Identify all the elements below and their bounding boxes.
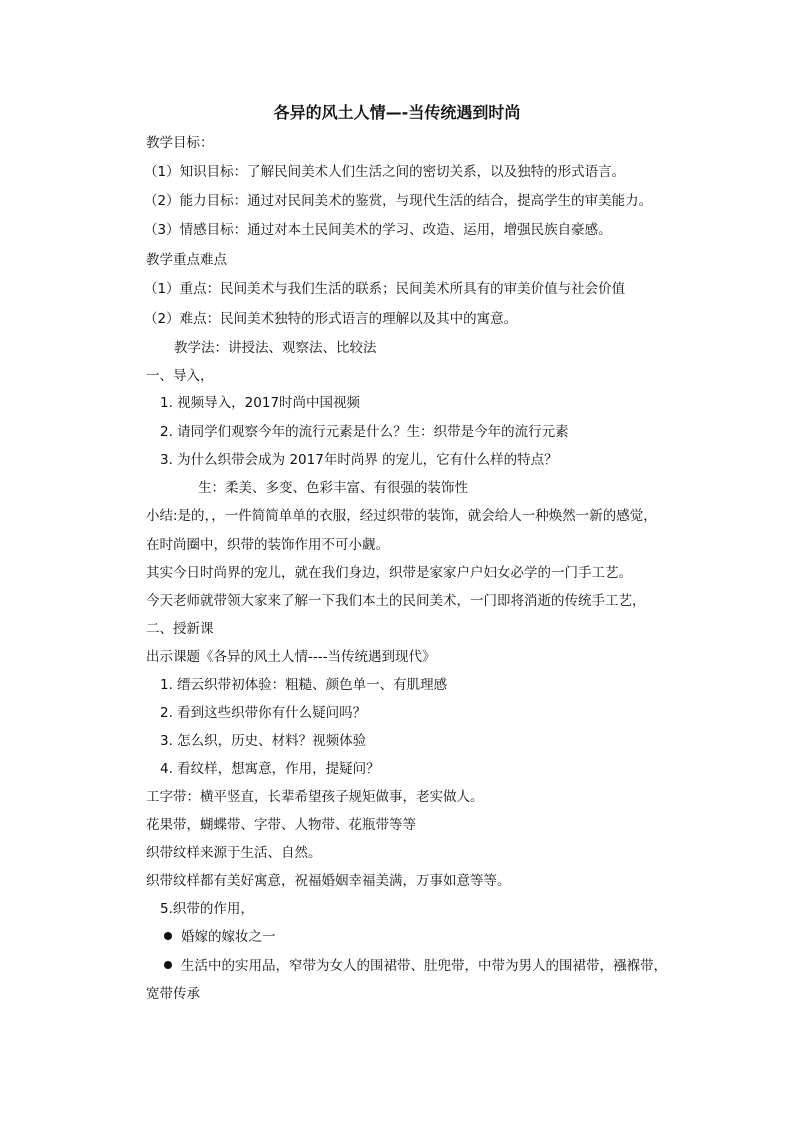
objective-ability: （2）能力目标：通过对民间美术的鉴赏，与现代生活的结合，提高学生的审美能力。 xyxy=(144,193,653,209)
bullet-continuation: 宽带传承 xyxy=(146,986,200,1002)
section2-item: 2. 看到这些织带你有什么疑问吗？ xyxy=(160,705,367,721)
section2-item: 4. 看纹样，想寓意，作用，提疑问？ xyxy=(160,761,380,777)
paragraph: 今天老师就带领大家来了解一下我们本土的民间美术，一门即将消逝的传统手工艺， xyxy=(146,593,646,609)
key-points-heading: 教学重点难点 xyxy=(146,252,227,268)
lesson-topic: 出示课题《各异的风土人情----当传统遇到现代》 xyxy=(146,649,436,665)
section1-item: 1. 视频导入，2017时尚中国视频 xyxy=(160,395,361,411)
key-point: （1）重点：民间美术与我们生活的联系；民间美术所具有的审美价值与社会价值 xyxy=(144,281,626,297)
paragraph: 其实今日时尚界的宠儿，就在我们身边，织带是家家户户妇女必学的一门手工艺。 xyxy=(146,565,632,581)
usage-heading: 5.织带的作用， xyxy=(160,901,254,917)
student-answer: 生：柔美、多变、色彩丰富、有很强的装饰性 xyxy=(198,480,468,496)
pattern-note: 花果带，蝴蝶带、字带、人物带、花瓶带等等 xyxy=(146,817,416,833)
objectives-heading: 教学目标： xyxy=(146,135,214,151)
bullet-text: 生活中的实用品，窄带为女人的围裙带、肚兜带，中带为男人的围裙带，襁褓带， xyxy=(181,958,667,974)
bullet-dot-icon xyxy=(164,961,172,969)
section1-heading: 一、导入， xyxy=(146,368,214,384)
section2-item: 3. 怎么织，历史、材料？视频体验 xyxy=(160,733,367,749)
bullet-text: 婚嫁的嫁妆之一 xyxy=(181,929,276,945)
bullet-item xyxy=(164,927,276,947)
difficulty-point: （2）难点：民间美术独特的形式语言的理解以及其中的寓意。 xyxy=(144,311,518,327)
bullet-dot-icon xyxy=(164,932,172,940)
section1-item: 2. 请同学们观察今年的流行元素是什么？生：织带是今年的流行元素 xyxy=(160,424,569,440)
summary-line: 小结:是的，，一件简简单单的衣服，经过织带的装饰，就会给人一种焕然一新的感觉， xyxy=(146,508,657,524)
section2-heading: 二、授新课 xyxy=(146,621,214,637)
teaching-methods: 教学法：讲授法、观察法、比较法 xyxy=(174,340,377,356)
section2-item: 1. 缙云织带初体验：粗糙、颜色单一、有肌理感 xyxy=(160,677,448,693)
section1-item: 3. 为什么织带会成为 2017年时尚界 的宠儿，它有什么样的特点？ xyxy=(160,452,558,468)
document-title: 各异的风土人情—-当传统遇到时尚 xyxy=(273,103,521,122)
summary-line: 在时尚圈中，织带的装饰作用不可小觑。 xyxy=(146,537,389,553)
bullet-item xyxy=(164,956,667,976)
pattern-note: 织带纹样都有美好寓意，祝福婚姻幸福美满，万事如意等等。 xyxy=(146,873,511,889)
pattern-note: 工字带：横平竖直，长辈希望孩子规矩做事，老实做人。 xyxy=(146,789,484,805)
pattern-note: 织带纹样来源于生活、自然。 xyxy=(146,845,322,861)
objective-emotion: （3）情感目标：通过对本土民间美术的学习、改造、运用，增强民族自豪感。 xyxy=(144,222,612,238)
objective-knowledge: （1）知识目标：了解民间美术人们生活之间的密切关系，以及独特的形式语言。 xyxy=(144,164,626,180)
